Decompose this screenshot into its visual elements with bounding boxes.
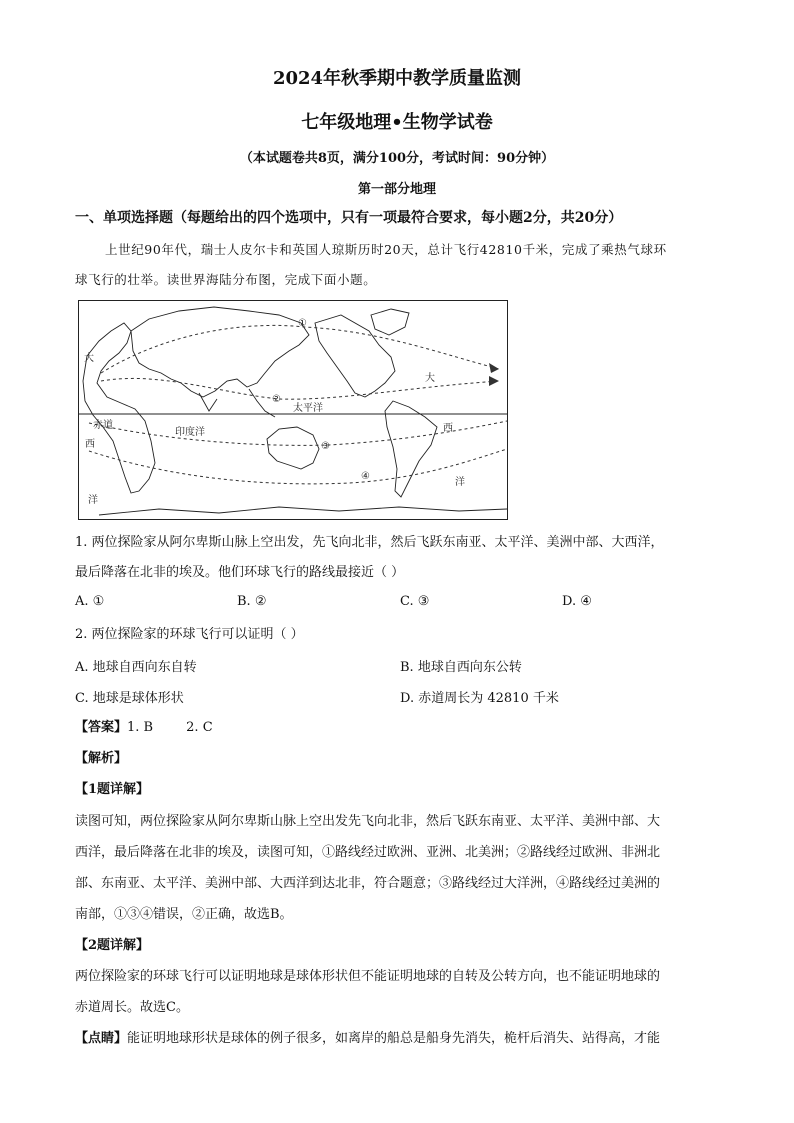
answer-label: 【答案】 xyxy=(75,720,128,735)
q2-stem: 2. 两位探险家的环球飞行可以证明（ ） xyxy=(75,627,304,642)
q1-analysis-line-3: 部、东南亚、太平洋、美洲中部、大西洋到达北非，符合题意；③路线经过大洋洲，④路线经过美洲的 xyxy=(75,876,661,891)
route-label-3: ③ xyxy=(321,441,330,452)
q1-option-d[interactable]: D. ④ xyxy=(562,594,592,609)
q1-analysis-line-1: 读图可知，两位探险家从阿尔卑斯山脉上空出发先飞向北非，然后飞跃东南亚、太平洋、美洲中部、大 xyxy=(75,814,661,829)
q1-option-c[interactable]: C. ③ xyxy=(400,594,430,609)
answer-text: 1. B 2. C xyxy=(127,720,213,735)
route-label-4: ④ xyxy=(361,471,370,482)
route-2-line xyxy=(101,378,499,399)
q1-option-a[interactable]: A. ① xyxy=(75,594,105,609)
map-label-yang-right: 洋 xyxy=(455,477,465,488)
q1-stem-line-1: 1. 两位探险家从阿尔卑斯山脉上空出发，先飞向北非，然后飞跃东南亚、太平洋、美洲中部、大西洋， xyxy=(75,535,664,550)
q2-option-b[interactable]: B. 地球自西向东公转 xyxy=(400,660,522,675)
q1-option-b[interactable]: B. ② xyxy=(237,594,267,609)
q2-analysis-line-2: 赤道周长。故选C。 xyxy=(75,1000,189,1015)
q2-analysis-label: 【2题详解】 xyxy=(75,938,150,953)
q1-analysis-line-2: 西洋，最后降落在北非的埃及，读图可知，①路线经过欧洲、亚洲、北美洲；②路线经过欧洲、非洲北 xyxy=(75,845,661,860)
exam-title: 2024年秋季期中教学质量监测 xyxy=(272,68,522,89)
q1-analysis-line-4: 南部，①③④错误，②正确，故选B。 xyxy=(75,907,293,922)
map-label-indian-ocean: 印度洋 xyxy=(175,427,205,438)
exam-subtitle: 七年级地理•生物学试卷 xyxy=(301,112,493,133)
arrow-route-2 xyxy=(489,376,499,386)
exam-note: （本试题卷共8页，满分100分，考试时间：90分钟） xyxy=(239,151,555,166)
map-label-da-right: 大 xyxy=(425,373,435,384)
map-label-chidao: 赤道 xyxy=(93,420,113,431)
map-label-xi-left: 西 xyxy=(85,439,95,450)
q1-analysis-label: 【1题详解】 xyxy=(75,782,150,797)
map-label-yang-left: 洋 xyxy=(88,495,98,506)
q2-option-c[interactable]: C. 地球是球体形状 xyxy=(75,691,184,706)
route-arrows xyxy=(489,363,499,386)
map-label-pacific: 太平洋 xyxy=(293,403,323,414)
world-map xyxy=(78,300,508,520)
tip-line xyxy=(75,1029,660,1049)
arrow-route-1 xyxy=(489,363,499,373)
intro-line-2: 球飞行的壮举。读世界海陆分布图，完成下面小题。 xyxy=(75,272,377,287)
intro-line-1: 上世纪90年代，瑞士人皮尔卡和英国人琼斯历时20天，总计飞行42810千米，完成了乘热气球环 xyxy=(105,242,667,257)
route-1-line xyxy=(101,325,499,373)
route-4-line xyxy=(89,449,507,484)
q2-analysis-line-1: 两位探险家的环球飞行可以证明地球是球体形状但不能证明地球的自转及公转方向，也不能证明地球的 xyxy=(75,969,661,984)
tip-label: 【点睛】 xyxy=(75,1031,128,1046)
q2-option-d[interactable]: D. 赤道周长为 42810 千米 xyxy=(400,691,559,706)
analysis-label: 【解析】 xyxy=(75,751,128,766)
answer-line xyxy=(75,718,213,738)
tip-text: 能证明地球形状是球体的例子很多，如离岸的船总是船身先消失，桅杆后消失、站得高，才能 xyxy=(127,1031,661,1046)
route-label-1: ① xyxy=(298,318,307,329)
map-label-da-left: 大 xyxy=(84,353,94,364)
part-heading: 第一部分地理 xyxy=(357,182,436,197)
route-label-2: ② xyxy=(272,394,281,405)
map-label-xi-right: 西 xyxy=(443,423,453,434)
q2-option-a[interactable]: A. 地球自西向东自转 xyxy=(75,660,197,675)
section-heading: 一、单项选择题（每题给出的四个选项中，只有一项最符合要求，每小题2分，共20分） xyxy=(75,210,623,226)
q1-stem-line-2: 最后降落在北非的埃及。他们环球飞行的路线最接近（ ） xyxy=(75,565,405,580)
